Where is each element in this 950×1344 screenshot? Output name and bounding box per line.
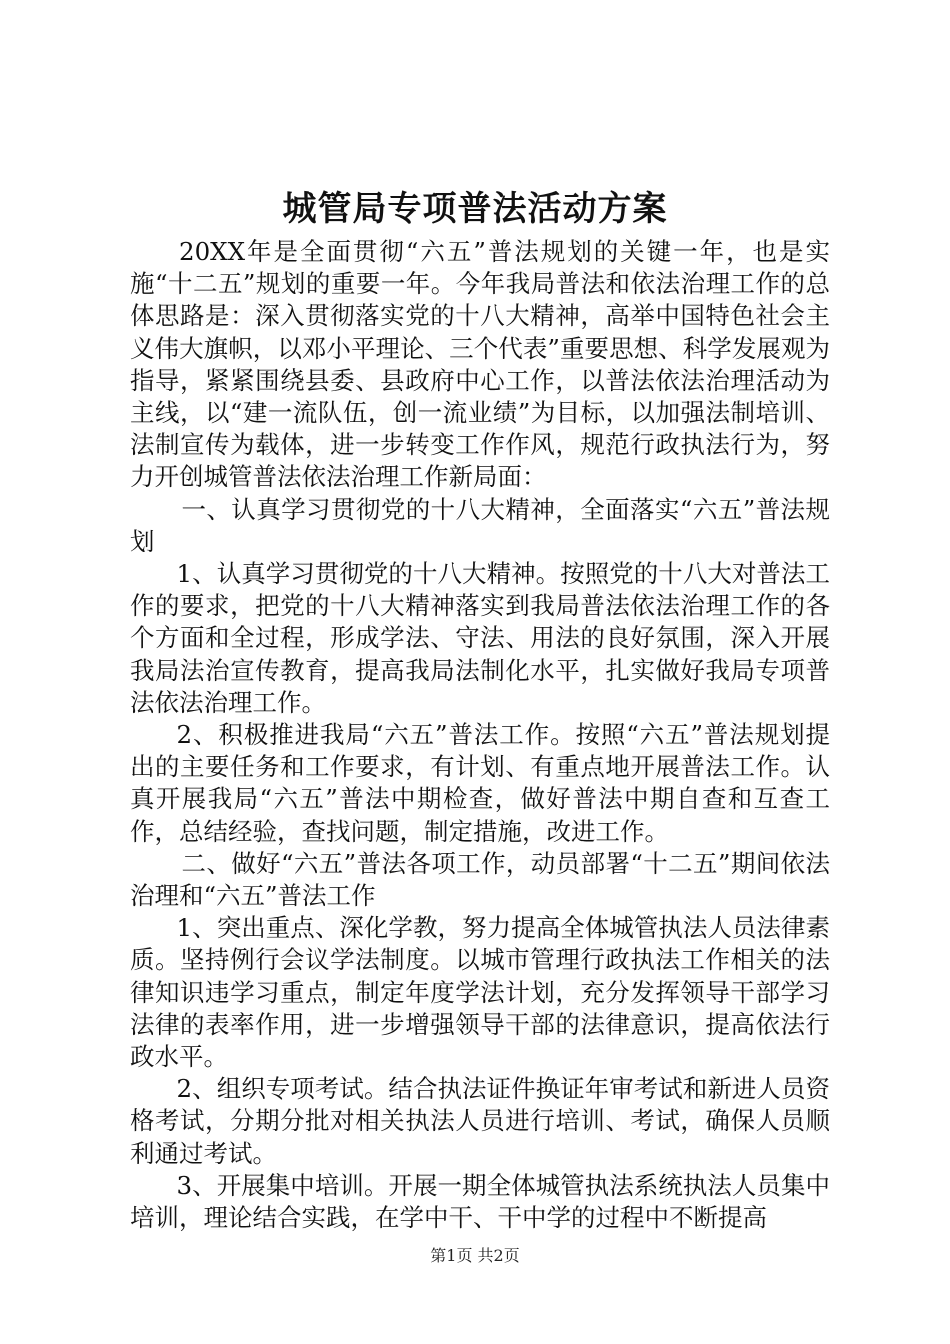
section-heading-2: 二、做好“六五”普法各项工作，动员部署“十二五”期间依法治理和“六五”普法工作 (130, 848, 830, 911)
body-paragraph: 2、组织专项考试。结合执法证件换证年审考试和新进人员资格考试，分期分批对相关执法人员进行培训、考试，确保人员顺利通过考试。 (130, 1074, 830, 1168)
page-footer: 第1页 共2页 (430, 1246, 520, 1265)
body-paragraph: 1、认真学习贯彻党的十八大精神。按照党的十八大对普法工作的要求，把党的十八大精神落实到我局普法依法治理工作的各个方面和全过程，形成学法、守法、用法的良好氛围，深入开展我局法治宣传教育，提高我局法制化水平，扎实做好我局专项普法依法治理工作。 (130, 559, 830, 717)
body-paragraph: 2、积极推进我局“六五”普法工作。按照“六五”普法规划提出的主要任务和工作要求，有计划、有重点地开展普法工作。认真开展我局“六五”普法中期检查，做好普法中期自查和互查工作，总结经验，查找问题，制定措施，改进工作。 (130, 720, 830, 846)
body-paragraph: 1、突出重点、深化学教，努力提高全体城管执法人员法律素质。坚持例行会议学法制度。以城市管理行政执法工作相关的法律知识违学习重点，制定年度学法计划，充分发挥领导干部学习法律的表率作用，进一步增强领导干部的法律意识，提高依法行政水平。 (130, 913, 830, 1072)
section-heading-1: 一、认真学习贯彻党的十八大精神，全面落实“六五”普法规划 (130, 494, 830, 556)
body-paragraph: 3、开展集中培训。开展一期全体城管执法系统执法人员集中培训，理论结合实践，在学中干、干中学的过程中不断提高 (130, 1170, 830, 1233)
document-body (130, 236, 830, 1234)
document-title: 城管局专项普法活动方案 (282, 189, 668, 229)
intro-paragraph: 20XX年是全面贯彻“六五”普法规划的关键一年，也是实施“十二五”规划的重要一年。今年我局普法和依法治理工作的总体思路是：深入贯彻落实党的十八大精神，高举中国特色社会主义伟大旗帜，以邓小平理论、三个代表”重要思想、科学发展观为指导，紧紧围绕县委、县政府中心工作，以普法依法治理活动为主线，以“建一流队伍，创一流业绩”为目标，以加强法制培训、法制宣传为载体，进一步转变工作作风，规范行政执法行为，努力开创城管普法依法治理工作新局面： (130, 237, 830, 492)
